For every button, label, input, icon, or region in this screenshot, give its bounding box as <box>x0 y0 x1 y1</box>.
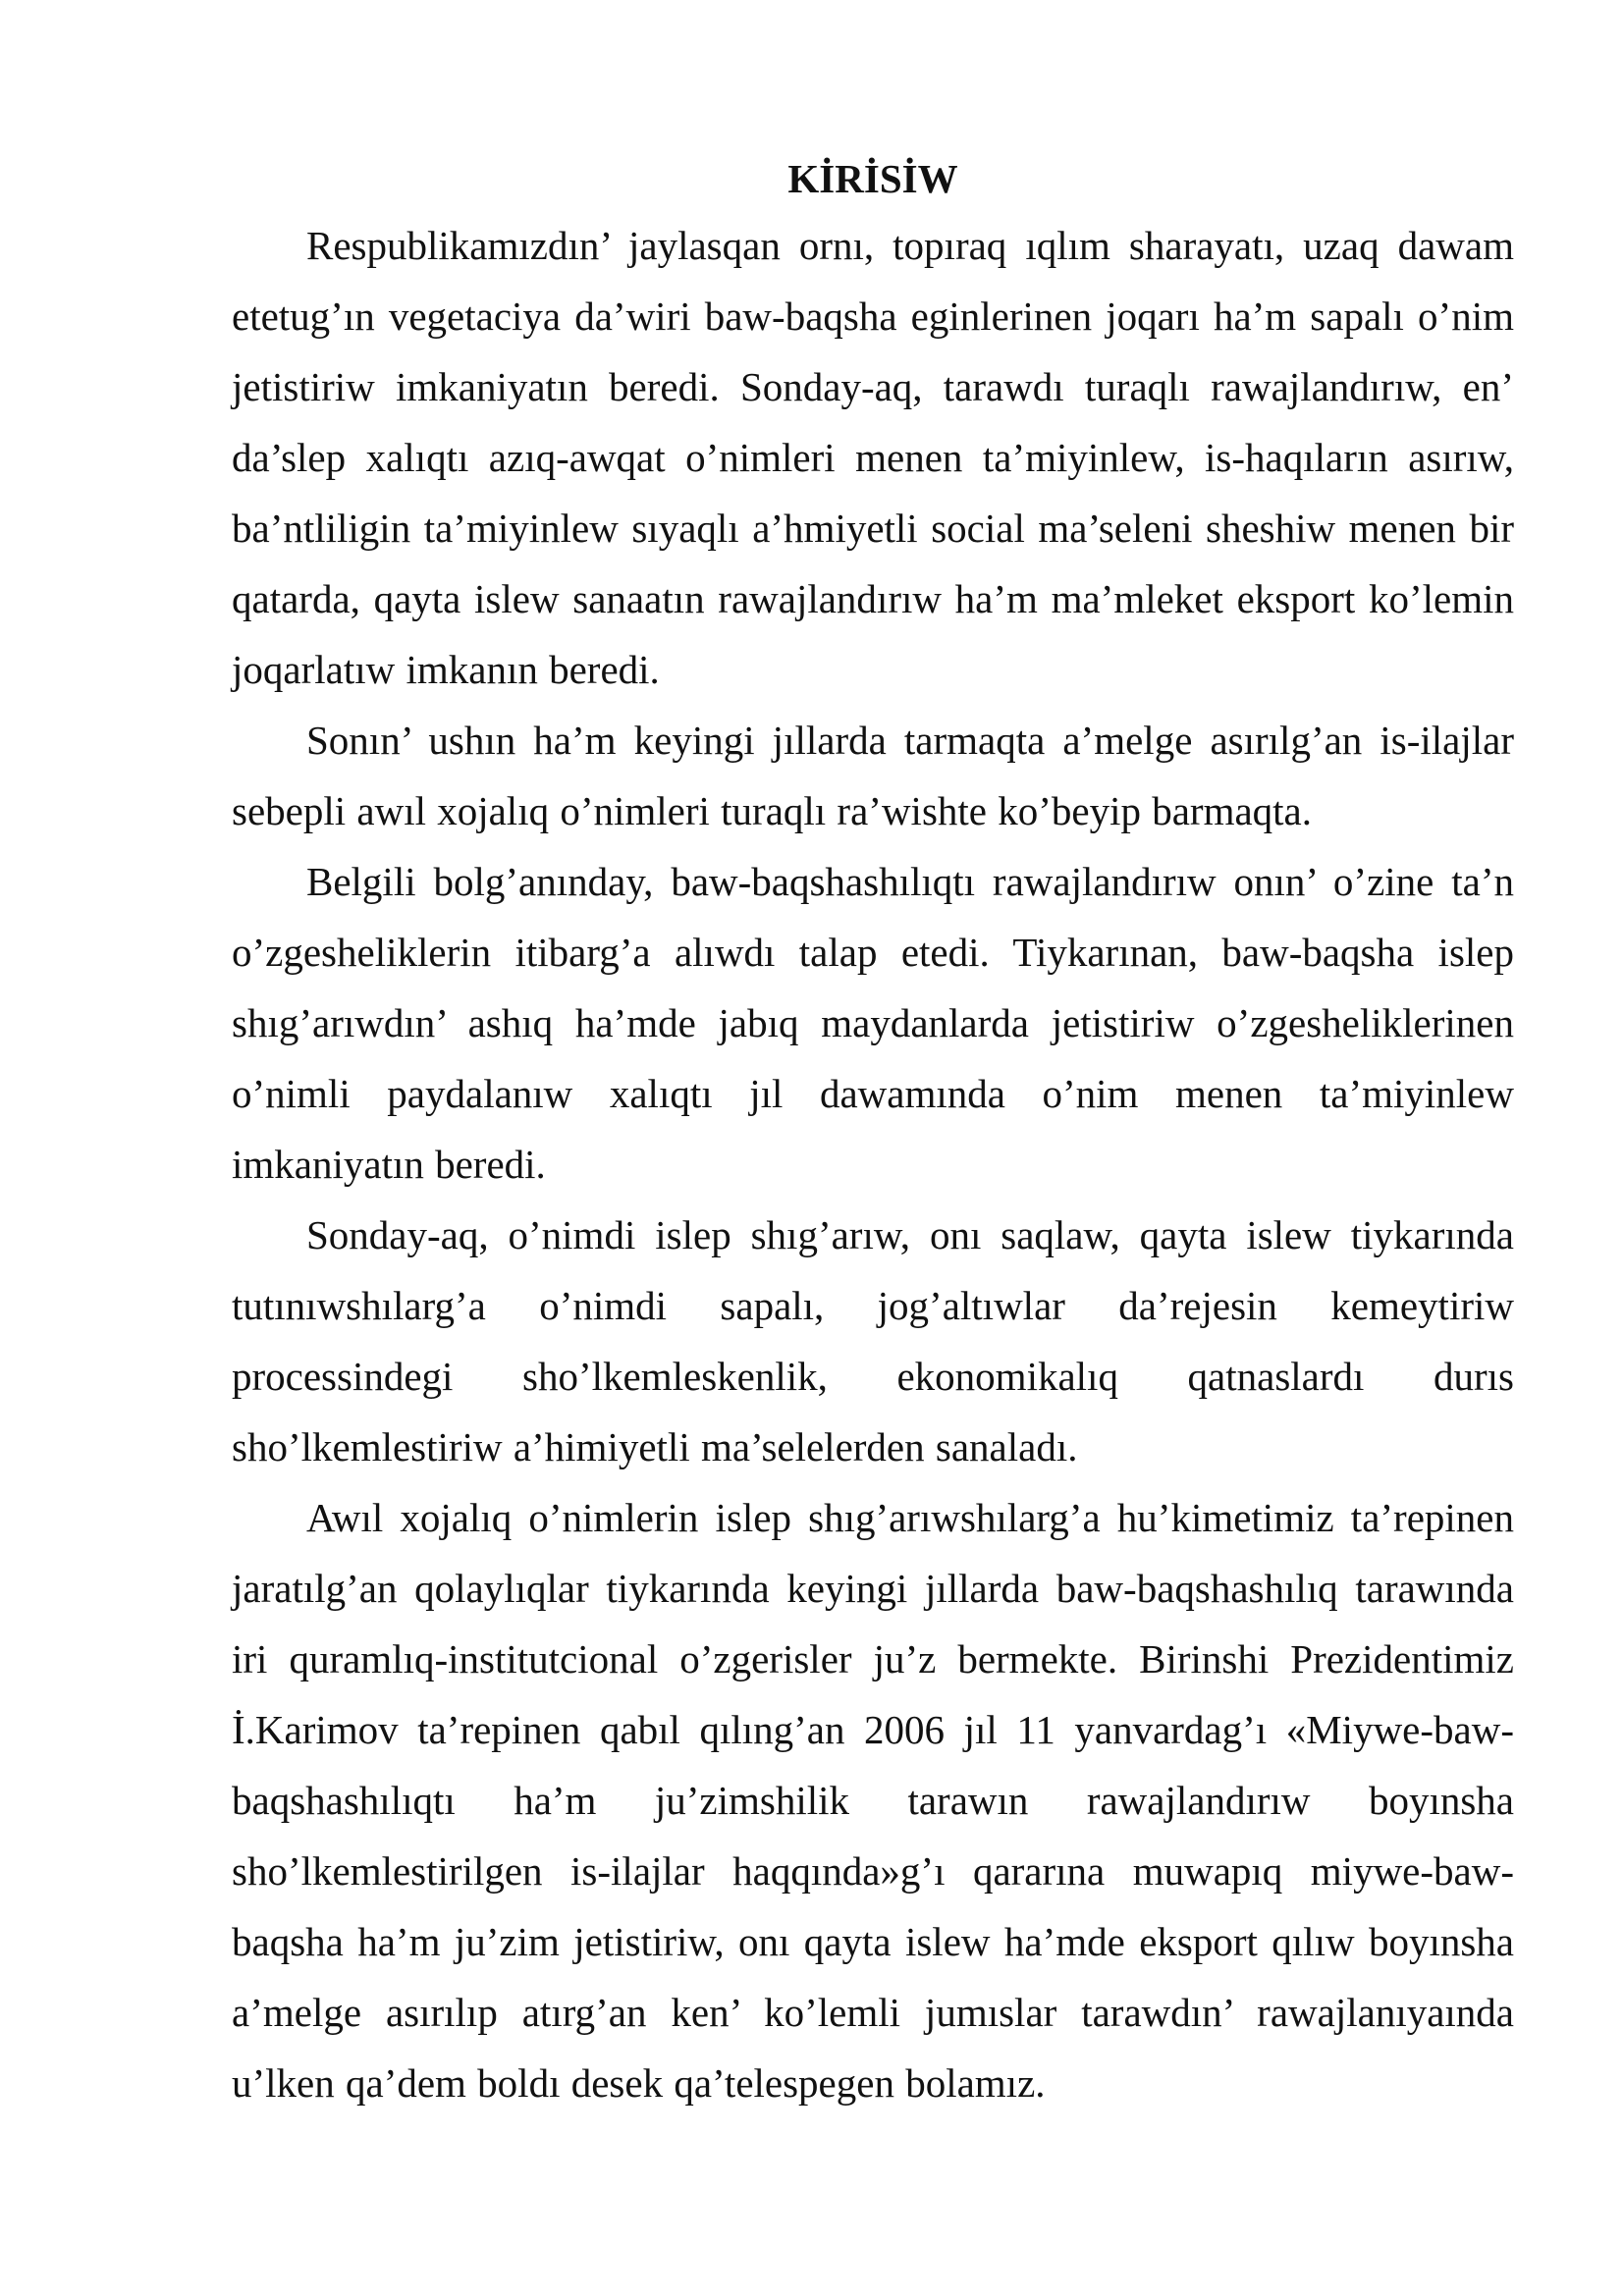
paragraph: Sonday-aq, o’nimdi islep shıg’arıw, onı saqlaw, qayta islew tiykarında tutınıwshılarg’a o’nimdi sapalı, jog’altıwlar da’rejesin kemeytiriw processindegi sho’lkemleskenlik, ekonomikalıq qatnaslardı durıs sho’lkemlestiriw a’himiyetli ma’selelerden sanaladı. <box>232 1212 1514 1469</box>
paragraph: Respublikamızdın’ jaylasqan ornı, topıraq ıqlım sharayatı, uzaq dawam etetug’ın vegetaciya da’wiri baw-baqsha eginlerinen joqarı ha’m sapalı o’nim jetistiriw imkaniyatın beredi. Sonday-aq, tarawdı turaqlı rawajlandırıw, en’ da’slep xalıqtı azıq-awqat o’nimleri menen ta’miyinlew, is-haqıların asırıw, ba’ntliligin ta’miyinlew sıyaqlı a’hmiyetli social ma’seleni sheshiw menen bir qatarda, qayta islew sanaatın rawajlandırıw ha’m ma’mleket eksport ko’lemin joqarlatıw imkanın beredi. <box>232 223 1514 692</box>
document-body <box>232 147 1514 2118</box>
paragraph: Sonın’ ushın ha’m keyingi jıllarda tarmaqta a’melge asırılg’an is-ilajlar sebepli awıl xojalıq o’nimleri turaqlı ra’wishte ko’beyip barmaqta. <box>232 718 1514 833</box>
document-title: KİRİSİW <box>787 156 958 201</box>
paragraph: Belgili bolg’anınday, baw-baqshashılıqtı rawajlandırıw onın’ o’zine ta’n o’zgesheliklerin itibarg’a alıwdı talap etedi. Tiykarınan, baw-baqsha islep shıg’arıwdın’ ashıq ha’mde jabıq maydanlarda jetistiriw o’zgesheliklerinen o’nimli paydalanıw xalıqtı jıl dawamında o’nim menen ta’miyinlew imkaniyatın beredi. <box>232 859 1514 1187</box>
paragraph: Awıl xojalıq o’nimlerin islep shıg’arıwshılarg’a hu’kimetimiz ta’repinen jaratılg’an qolaylıqlar tiykarında keyingi jıllarda baw-baqshashılıq tarawında iri quramlıq-institutcional o’zgerisler ju’z bermekte. Birinshi Prezidentimiz İ.Karimov ta’repinen qabıl qılıng’an 2006 jıl 11 yanvardag’ı «Miywe-baw-baqshashılıqtı ha’m ju’zimshilik tarawın rawajlandırıw boyınsha sho’lkemlestirilgen is-ilajlar haqqında»g’ı qararına muwapıq miywe-baw-baqsha ha’m ju’zim jetistiriw, onı qayta islew ha’mde eksport qılıw boyınsha a’melge asırılıp atırg’an ken’ ko’lemli jumıslar tarawdın’ rawajlanıyaında u’lken qa’dem boldı desek qa’telespegen bolamız. <box>232 1495 1514 2106</box>
